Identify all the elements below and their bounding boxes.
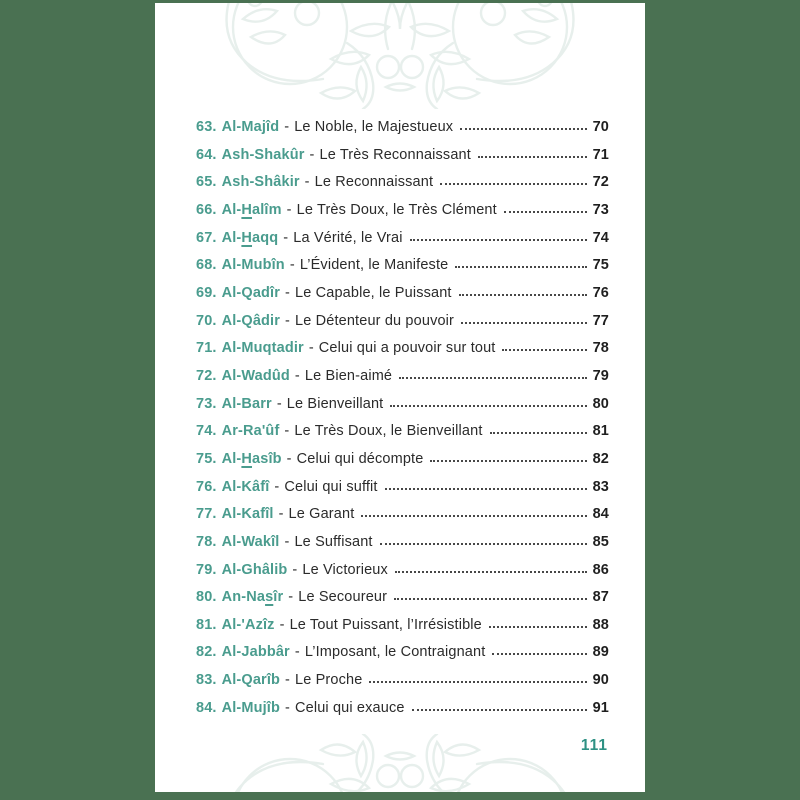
dotted-leader xyxy=(489,626,587,628)
entry-page-ref: 89 xyxy=(592,644,609,661)
entry-name: 74. Ar-Ra'ûf xyxy=(196,423,280,440)
entry-description: Le Garant xyxy=(288,506,355,523)
entry-page-ref: 79 xyxy=(592,367,609,384)
entry-index: 69. xyxy=(196,284,217,301)
entry-name: 80. An-Nasîr xyxy=(196,589,284,606)
entry-separator: - xyxy=(286,450,292,467)
toc-entry xyxy=(196,557,609,585)
dotted-leader xyxy=(478,156,587,158)
toc-entry xyxy=(196,418,609,446)
entry-index: 79. xyxy=(196,561,217,578)
entry-index: 80. xyxy=(196,589,217,606)
entry-page-ref: 81 xyxy=(592,423,609,440)
dotted-leader xyxy=(361,515,586,517)
entry-name: 78. Al-Wakîl xyxy=(196,533,280,550)
entry-index: 66. xyxy=(196,201,217,218)
entry-description: Celui qui décompte xyxy=(296,450,424,467)
dotted-leader xyxy=(430,460,586,462)
entry-name: 84. Al-Mujîb xyxy=(196,699,280,716)
entry-description: Le Très Doux, le Très Clément xyxy=(296,201,497,218)
entry-description: Le Capable, le Puissant xyxy=(295,284,452,301)
entry-name: 66. Al-Halîm xyxy=(196,201,282,218)
entry-name: 64. Ash-Shakûr xyxy=(196,146,305,163)
entry-description: La Vérité, le Vrai xyxy=(293,229,403,246)
entry-description: Le Très Doux, le Bienveillant xyxy=(294,423,483,440)
entry-description: Le Bien-aimé xyxy=(304,367,393,384)
floral-ornament-bottom xyxy=(155,734,645,792)
toc-entry xyxy=(196,529,609,557)
entry-description: Le Noble, le Majestueux xyxy=(294,119,454,135)
entry-name: 73. Al-Barr xyxy=(196,395,272,412)
entry-index: 76. xyxy=(196,478,217,495)
entry-separator: - xyxy=(304,174,310,191)
entry-index: 77. xyxy=(196,506,217,523)
entry-description: L’Imposant, le Contraignant xyxy=(304,644,486,661)
entry-separator: - xyxy=(288,589,294,606)
entry-index: 84. xyxy=(196,699,217,716)
toc-entry xyxy=(196,335,609,363)
entry-index: 65. xyxy=(196,174,217,191)
entry-description: Le Très Reconnaissant xyxy=(319,146,471,163)
entry-index: 63. xyxy=(196,119,217,135)
entry-separator: - xyxy=(285,672,290,689)
entry-page-ref: 87 xyxy=(592,589,609,606)
toc-entry xyxy=(196,446,609,474)
toc-entry xyxy=(196,695,609,723)
dotted-leader xyxy=(460,128,586,130)
entry-description: Le Suffisant xyxy=(294,533,373,550)
entry-index: 68. xyxy=(196,257,217,274)
entry-description: Le Reconnaissant xyxy=(314,174,434,191)
entry-separator: - xyxy=(292,561,298,578)
floral-ornament-top xyxy=(155,3,645,109)
entry-separator: - xyxy=(279,616,285,633)
dotted-leader xyxy=(394,598,586,600)
table-of-contents xyxy=(196,114,609,722)
toc-entry xyxy=(196,667,609,695)
entry-separator: - xyxy=(283,229,289,246)
entry-description: Celui qui suffit xyxy=(284,478,378,495)
dotted-leader xyxy=(492,653,586,655)
dotted-leader xyxy=(459,294,587,296)
entry-index: 67. xyxy=(196,229,217,246)
entry-index: 83. xyxy=(196,672,217,689)
entry-index: 73. xyxy=(196,395,217,412)
dotted-leader xyxy=(455,266,586,268)
toc-entry xyxy=(196,501,609,529)
dotted-leader xyxy=(385,488,587,490)
dotted-leader xyxy=(369,681,586,683)
entry-name: 69. Al-Qadîr xyxy=(196,284,281,301)
entry-name: 83. Al-Qarîb xyxy=(196,672,281,689)
entry-name: 70. Al-Qâdir xyxy=(196,312,281,329)
entry-name: 79. Al-Ghâlib xyxy=(196,561,288,578)
entry-index: 71. xyxy=(196,340,217,357)
toc-entry xyxy=(196,169,609,197)
entry-separator: - xyxy=(294,644,300,661)
entry-page-ref: 75 xyxy=(592,257,609,274)
entry-index: 81. xyxy=(196,616,217,633)
entry-name: 63. Al-Majîd xyxy=(196,119,280,135)
toc-entry xyxy=(196,252,609,280)
entry-name: 71. Al-Muqtadir xyxy=(196,340,304,357)
entry-page-ref: 70 xyxy=(592,119,609,135)
entry-name: 81. Al-'Azîz xyxy=(196,616,275,633)
entry-separator: - xyxy=(308,340,314,357)
dotted-leader xyxy=(440,183,586,185)
dotted-leader xyxy=(380,543,587,545)
entry-index: 70. xyxy=(196,312,217,329)
entry-name: 82. Al-Jabbâr xyxy=(196,644,290,661)
entry-index: 78. xyxy=(196,533,217,550)
entry-page-ref: 86 xyxy=(592,561,609,578)
entry-index: 72. xyxy=(196,367,217,384)
toc-entry xyxy=(196,114,609,142)
entry-separator: - xyxy=(285,312,290,329)
entry-page-ref: 73 xyxy=(592,201,609,218)
entry-separator: - xyxy=(309,146,315,163)
toc-entry xyxy=(196,474,609,502)
toc-entry xyxy=(196,308,609,336)
entry-page-ref: 82 xyxy=(592,450,609,467)
dotted-leader xyxy=(412,709,587,711)
entry-separator: - xyxy=(286,201,292,218)
entry-separator: - xyxy=(294,367,300,384)
entry-page-ref: 72 xyxy=(592,174,609,191)
entry-description: Le Secoureur xyxy=(298,589,388,606)
entry-separator: - xyxy=(284,423,290,440)
entry-name: 65. Ash-Shâkir xyxy=(196,174,300,191)
entry-page-ref: 90 xyxy=(592,672,609,689)
entry-page-ref: 76 xyxy=(592,284,609,301)
dotted-leader xyxy=(490,432,587,434)
entry-name: 68. Al-Mubîn xyxy=(196,257,285,274)
entry-page-ref: 84 xyxy=(592,506,609,523)
toc-entry xyxy=(196,584,609,612)
entry-page-ref: 71 xyxy=(592,146,609,163)
entry-description: L’Évident, le Manifeste xyxy=(299,257,449,274)
entry-separator: - xyxy=(285,284,290,301)
toc-entry xyxy=(196,612,609,640)
entry-name: 75. Al-Hasîb xyxy=(196,450,282,467)
entry-index: 82. xyxy=(196,644,217,661)
toc-entry xyxy=(196,280,609,308)
entry-index: 74. xyxy=(196,423,217,440)
entry-separator: - xyxy=(284,119,290,135)
toc-entry xyxy=(196,639,609,667)
entry-index: 75. xyxy=(196,450,217,467)
entry-separator: - xyxy=(284,533,290,550)
entry-description: Celui qui a pouvoir sur tout xyxy=(318,340,496,357)
entry-separator: - xyxy=(278,506,284,523)
toc-entry xyxy=(196,197,609,225)
toc-entry xyxy=(196,142,609,170)
entry-description: Le Détenteur du pouvoir xyxy=(295,312,455,329)
toc-entry xyxy=(196,225,609,253)
entry-description: Le Proche xyxy=(295,672,363,689)
dotted-leader xyxy=(410,239,587,241)
toc-entry xyxy=(196,363,609,391)
entry-page-ref: 80 xyxy=(592,395,609,412)
entry-description: Le Victorieux xyxy=(302,561,388,578)
entry-separator: - xyxy=(285,699,290,716)
entry-separator: - xyxy=(274,478,280,495)
entry-name: 72. Al-Wadûd xyxy=(196,367,290,384)
entry-description: Le Bienveillant xyxy=(286,395,384,412)
entry-name: 67. Al-Haqq xyxy=(196,229,279,246)
toc-entry xyxy=(196,391,609,419)
entry-name: 76. Al-Kâfî xyxy=(196,478,270,495)
entry-name: 77. Al-Kafîl xyxy=(196,506,274,523)
entry-description: Celui qui exauce xyxy=(294,699,405,716)
dotted-leader xyxy=(461,322,587,324)
entry-index: 64. xyxy=(196,146,217,163)
entry-page-ref: 77 xyxy=(592,312,609,329)
entry-page-ref: 78 xyxy=(592,340,609,357)
dotted-leader xyxy=(502,349,586,351)
entry-separator: - xyxy=(289,257,295,274)
book-page xyxy=(155,3,645,792)
dotted-leader xyxy=(395,571,587,573)
entry-separator: - xyxy=(276,395,282,412)
entry-description: Le Tout Puissant, l’Irrésistible xyxy=(289,616,482,633)
entry-page-ref: 83 xyxy=(592,478,609,495)
dotted-leader xyxy=(504,211,587,213)
entry-page-ref: 74 xyxy=(592,229,609,246)
dotted-leader xyxy=(399,377,586,379)
page-number: 111 xyxy=(580,737,608,754)
entry-page-ref: 85 xyxy=(592,533,609,550)
entry-page-ref: 88 xyxy=(592,616,609,633)
entry-page-ref: 91 xyxy=(592,699,609,716)
dotted-leader xyxy=(390,405,586,407)
